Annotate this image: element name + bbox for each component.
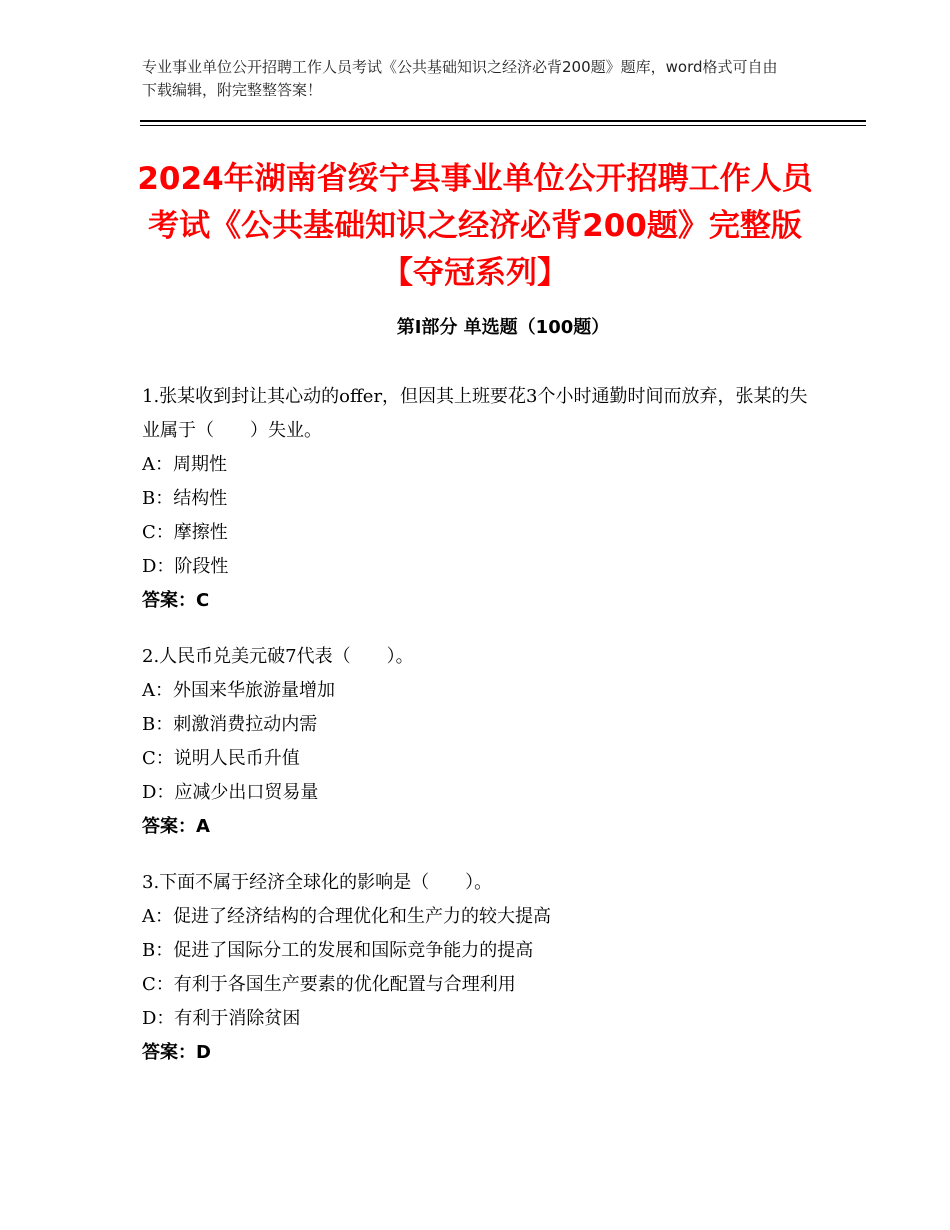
document-title: 2024年湖南省绥宁县事业单位公开招聘工作人员考试《公共基础知识之经济必背200题》完整版【夺冠系列】: [137, 161, 813, 291]
header-divider-thick: [140, 120, 866, 122]
header-divider-thin: [140, 125, 866, 126]
option-d: D：有利于消除贫困: [142, 1008, 301, 1029]
answer-label: 答案：D: [142, 1042, 211, 1063]
header-note: 专业事业单位公开招聘工作人员考试《公共基础知识之经济必背200题》题库，word格式可自由下载编辑，附完整整答案！: [142, 58, 778, 99]
question-stem: 1.张某收到封让其心动的offer，但因其上班要花3个小时通勤时间而放弃，张某的失业属于（ ）失业。: [142, 386, 808, 441]
option-b: B：结构性: [142, 488, 228, 509]
option-b: B：刺激消费拉动内需: [142, 714, 318, 735]
option-a: A：促进了经济结构的合理优化和生产力的较大提高: [142, 906, 551, 927]
question-2: [142, 640, 822, 844]
answer-label: 答案：C: [142, 590, 210, 611]
option-a: A：周期性: [142, 454, 227, 475]
section-title: 第Ⅰ部分 单选题（100题）: [396, 317, 610, 338]
option-d: D：应减少出口贸易量: [142, 782, 319, 803]
option-c: C：摩擦性: [142, 522, 228, 543]
answer-label: 答案：A: [142, 816, 210, 837]
question-stem: 3.下面不属于经济全球化的影响是（ ）。: [142, 872, 493, 893]
option-b: B：促进了国际分工的发展和国际竞争能力的提高: [142, 940, 534, 961]
question-3: [142, 866, 822, 1070]
option-c: C：说明人民币升值: [142, 748, 300, 769]
question-list: [142, 380, 822, 1092]
option-d: D：阶段性: [142, 556, 229, 577]
option-a: A：外国来华旅游量增加: [142, 680, 335, 701]
option-c: C：有利于各国生产要素的优化配置与合理利用: [142, 974, 516, 995]
question-1: [142, 380, 822, 618]
question-stem: 2.人民币兑美元破7代表（ ）。: [142, 646, 414, 667]
